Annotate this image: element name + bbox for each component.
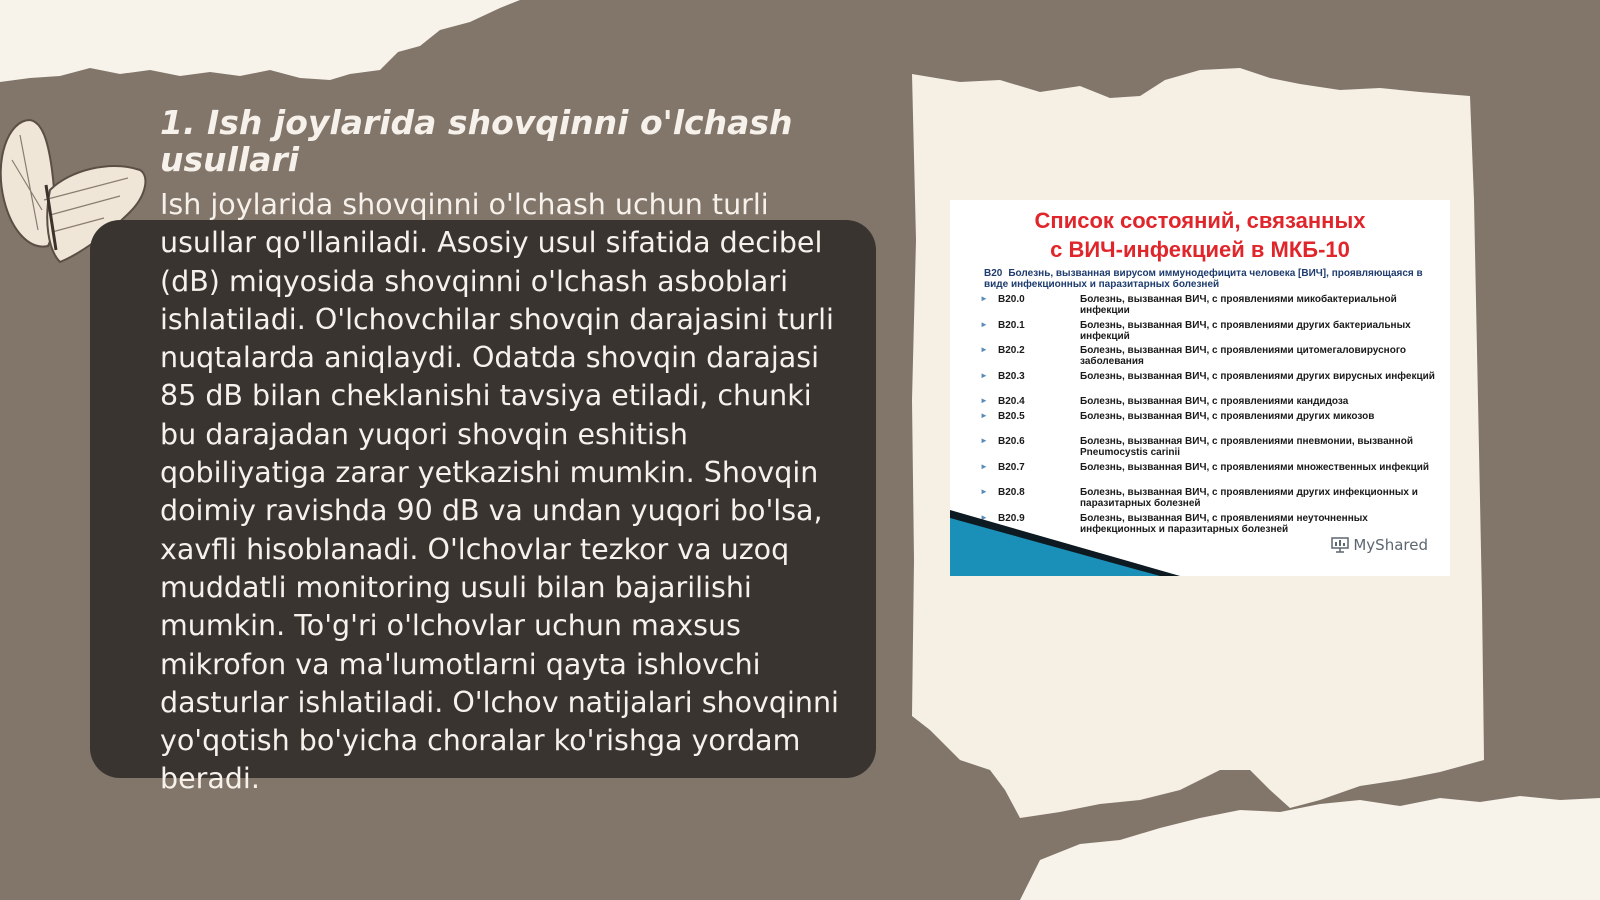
list-item-code: B20.1 (998, 319, 1025, 331)
bullet-icon: ► (980, 319, 988, 329)
list-item (980, 436, 1440, 462)
bullet-icon: ► (980, 370, 988, 380)
icd10-image-card (950, 200, 1450, 576)
list-item-code: B20.5 (998, 410, 1025, 422)
bullet-icon: ► (980, 461, 988, 471)
bullet-icon: ► (980, 487, 988, 496)
list-item-desc: Болезнь, вызванная ВИЧ, с проявлениями других вирусных инфекций (1080, 370, 1435, 382)
list-item (980, 411, 1440, 437)
list-item-desc: Болезнь, вызванная ВИЧ, с проявлениями цитомегаловирусного заболевания (1080, 345, 1406, 367)
list-item (980, 462, 1440, 488)
card-intro-text: Болезнь, вызванная вирусом иммунодефицита человека [ВИЧ], проявляющаяся в виде инфекционных и паразитарных болезней (984, 268, 1423, 290)
bullet-icon: ► (980, 512, 988, 522)
list-item (980, 345, 1440, 371)
list-item-desc: Болезнь, вызванная ВИЧ, с проявлениями других бактериальных инфекций (1080, 319, 1411, 342)
watermark-text: MyShared (1353, 536, 1428, 554)
card-title-line-1: Список состояний, связанных (1034, 208, 1366, 233)
card-intro (984, 268, 1424, 290)
list-item-desc: Болезнь, вызванная ВИЧ, с проявлениями неуточненных инфекционных и паразитарных болезней (1080, 512, 1368, 535)
bullet-icon: ► (980, 436, 988, 445)
card-intro-code: B20 (984, 268, 1003, 279)
list-item-code: B20.3 (998, 370, 1025, 382)
list-item-code: B20.8 (998, 487, 1025, 498)
list-item-desc: Болезнь, вызванная ВИЧ, с проявлениями пневмонии, вызванной Pneumocystis carinii (1080, 436, 1413, 458)
slide-title: 1. Ish joylarida shovqinni o'lchash usullari (160, 103, 793, 179)
card-title (950, 206, 1450, 264)
list-item (980, 396, 1440, 411)
list-item (980, 487, 1440, 513)
torn-paper-bottom-right (1020, 796, 1600, 900)
slide-body-text: Ish joylarida shovqinni o'lchash uchun turli usullar qo'llaniladi. Asosiy usul sifatida decibel (dB) miqyosida shovqinni o'lchash asboblari ishlatiladi. O'lchovchilar shovqin darajasini turli nuqtalarda aniqlaydi. Odatda shovqin darajasi 85 dB bilan cheklanishi tavsiya etiladi, chunki bu darajadan yuqori shovqin eshitish qobiliyatiga zarar yetkazishi mumkin. Shovqin doimiy ravishda 90 dB va undan yuqori bo'lsa, xavfli hisoblanadi. O'lchovlar tezkor va uzoq muddatli monitoring usuli bilan bajarilishi mumkin. To'g'ri o'lchovlar uchun maxsus mikrofon va ma'lumotlarni qayta ishlovchi dasturlar ishlatiladi. O'lchov natijalari shovqinni yo'qotish bo'yicha choralar ko'rishga yordam beradi. (160, 188, 839, 796)
list-item (980, 371, 1440, 397)
list-item-desc: Болезнь, вызванная ВИЧ, с проявлениями других инфекционных и паразитарных болезней (1080, 487, 1418, 509)
list-item-desc: Болезнь, вызванная ВИЧ, с проявлениями микобактериальной инфекции (1080, 294, 1397, 316)
torn-paper-top-left (0, 0, 520, 82)
list-item-code: B20.6 (998, 436, 1025, 447)
list-item-desc: Болезнь, вызванная ВИЧ, с проявлениями других микозов (1080, 410, 1375, 422)
bullet-icon: ► (980, 396, 988, 405)
bullet-icon: ► (980, 345, 988, 354)
card-list (980, 294, 1440, 538)
watermark (1331, 536, 1428, 554)
list-item-code: B20.4 (998, 396, 1025, 407)
list-item-code: B20.0 (998, 294, 1025, 305)
list-item-desc: Болезнь, вызванная ВИЧ, с проявлениями множественных инфекций (1080, 461, 1430, 473)
list-item-desc: Болезнь, вызванная ВИЧ, с проявлениями кандидоза (1080, 396, 1349, 407)
card-title-line-2: с ВИЧ-инфекцией в МКБ-10 (1050, 237, 1350, 262)
list-item-code: B20.9 (998, 512, 1025, 524)
presentation-icon (1331, 537, 1349, 553)
list-item-code: B20.7 (998, 461, 1025, 473)
list-item (980, 294, 1440, 320)
list-item (980, 320, 1440, 346)
list-item-code: B20.2 (998, 345, 1025, 356)
bullet-icon: ► (980, 294, 988, 303)
bullet-icon: ► (980, 410, 988, 420)
